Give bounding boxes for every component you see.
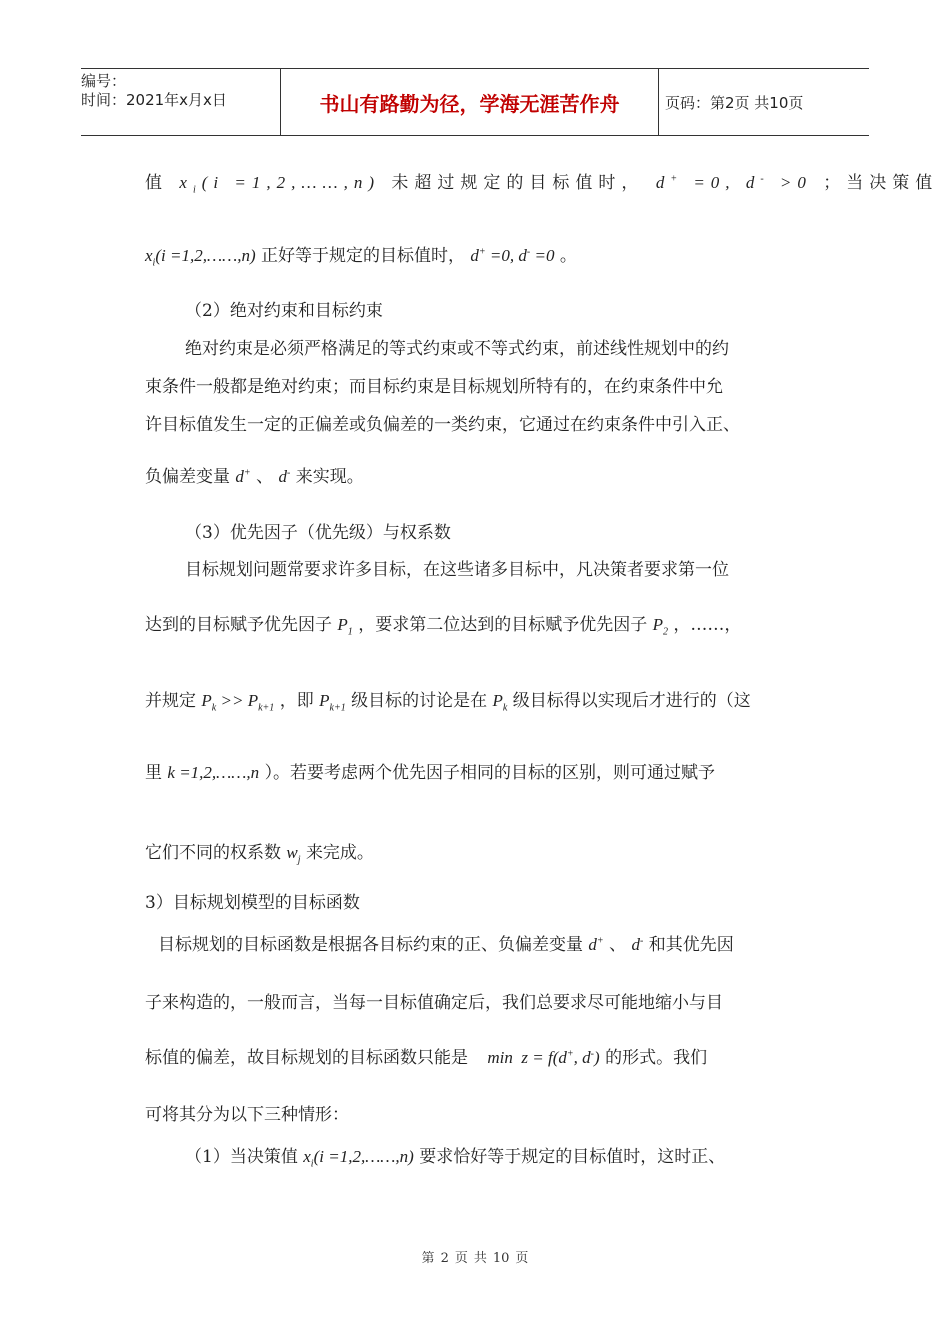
paragraph-line [145,168,938,195]
footer-text: 第 [421,1251,435,1266]
paragraph-line [145,1043,707,1068]
paragraph-line [158,930,734,955]
text-run: 里 [145,763,162,783]
paragraph-line [145,686,751,713]
section-heading: （2）绝对约束和目标约束 [185,301,383,321]
footer-total-pages: 10 [492,1251,510,1266]
header-page-label: 页码：第2页 共10页 [665,93,804,112]
footer-text: 共 [473,1251,487,1266]
text-run: 值 [145,173,168,193]
text-run: 来完成。 [305,843,374,863]
paragraph-line: 束条件一般都是绝对约束；而目标约束是目标规划所特有的，在约束条件中允 [145,377,723,397]
math-formula: d+ [588,935,604,954]
math-formula: $x_i(i$ =1,2,……,n) [145,246,256,269]
text-run: ，要求第二位达到的目标赋予优先因子 [358,615,648,635]
section-heading: 3）目标规划模型的目标函数 [145,893,360,913]
text-run: 达到的目标赋予优先因子 [145,615,332,635]
text-run: 的形式。我们 [605,1048,708,1068]
text-run: ，即 [279,691,314,711]
text-run: 。 [559,246,577,266]
footer-page-number: 2 [440,1251,449,1266]
paragraph-line: 子来构造的，一般而言，当每一目标值确定后，我们总要求尽可能地缩小与目 [145,993,723,1013]
doc-time-label: 时间：2021年x月x日 [81,91,227,109]
paragraph-line [145,241,577,268]
header-meta [81,69,281,135]
text-run: 来实现。 [295,467,364,487]
paragraph-line [145,610,741,637]
header-motto: 书山有路勤为径，学海无涯苦作舟 [319,91,620,116]
math-formula: $P_1$ [337,615,353,638]
text-run: 要求恰好等于规定的目标值时，这时正、 [419,1147,726,1167]
text-run: 和其优先因 [648,935,734,955]
math-formula: $x_i(i$ =1,2,……,n) [179,173,381,196]
text-run: ）。若要考虑两个优先因子相同的目标的区别，则可通过赋予 [264,763,716,783]
paragraph-line [185,1142,725,1169]
paragraph-line: 绝对约束是必须严格满足的等式约束或不等式约束，前述线性规划中的约 [185,339,729,359]
math-formula: d- [278,467,291,486]
text-run: 级目标的讨论是在 [351,691,488,711]
paragraph-line: 可将其分为以下三种情形： [145,1105,349,1125]
text-run: （1）当决策值 [185,1147,298,1167]
text-run: 并规定 [145,691,196,711]
text-run: 、 [609,935,627,955]
text-run: 未超过规定的目标值时， [391,173,645,193]
math-formula: $x_i(i$ =1,2,……,n) [303,1147,414,1170]
text-run: 标值的偏差，故目标规划的目标函数只能是 [145,1048,468,1068]
math-formula: $P_k >> P_{k+1}$ [201,691,275,714]
text-run: 它们不同的权系数 [145,843,281,863]
footer-text: 页 [454,1251,468,1266]
paragraph-line [145,758,715,783]
text-run: 正好等于规定的目标值时， [261,246,466,266]
page-footer [0,1247,950,1266]
text-run: ，……， [673,615,742,635]
text-run: 负偏差变量 [145,467,230,487]
paragraph-line [145,838,374,865]
math-formula: $P_2$ [652,615,668,638]
paragraph-line: 许目标值发生一定的正偏差或负偏差的一类约束，它通过在约束条件中引入正、 [145,415,740,435]
math-formula: $w_j$ [286,843,301,866]
paragraph-line: 目标规划问题常要求许多目标，在这些诸多目标中，凡决策者要求第一位 [185,560,729,580]
math-formula: d+ [235,467,251,486]
text-run: ；当决策值 [823,173,939,193]
math-formula: min z = f(d+, d-) [487,1048,600,1067]
page-header [81,68,869,136]
paragraph-line [145,462,364,487]
text-run: 级目标得以实现后才进行的（这 [512,691,751,711]
text-run: 、 [256,467,274,487]
header-motto-cell [281,69,659,135]
header-page-cell [659,69,869,135]
math-formula: $P_{k+1}$ [319,691,346,714]
section-heading: （3）优先因子（优先级）与权系数 [185,523,451,543]
math-formula: d+ =0, d- =0 [470,246,555,265]
math-formula: $P_k$ [492,691,508,714]
math-formula: d- [631,935,644,954]
doc-number-label: 编号： [81,72,127,90]
footer-text: 页 [515,1251,529,1266]
math-formula: k =1,2,……,n [167,763,260,782]
math-formula: d+ =0, d- >0 [655,173,812,192]
text-run: 目标规划的目标函数是根据各目标约束的正、负偏差变量 [158,935,583,955]
